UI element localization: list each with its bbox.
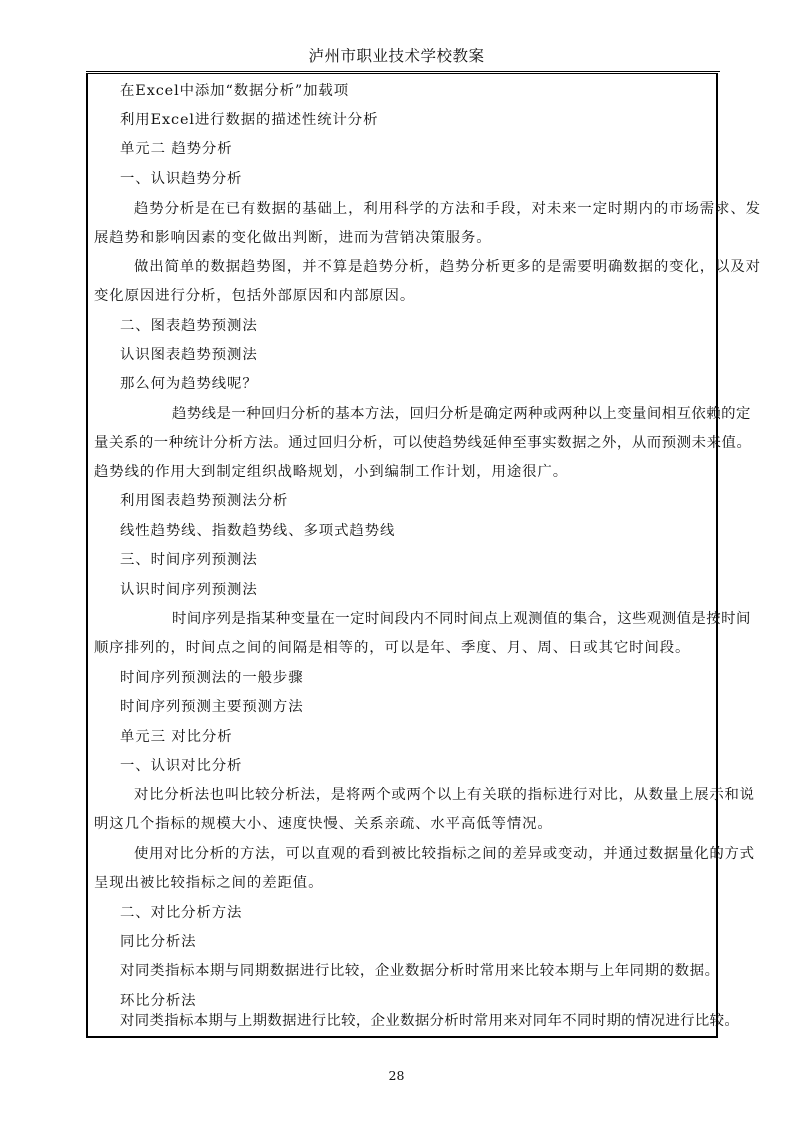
text-line: 线性趋势线、指数趋势线、多项式趋势线 [120,523,396,539]
paragraph-line: 趋势线的作用大到制定组织战略规划，小到编制工作计划，用途很广。 [94,464,569,480]
paragraph-line: 明这几个指标的规模大小、速度快慢、关系亲疏、水平高低等情况。 [94,816,553,832]
unit-heading-2: 单元二 趋势分析 [120,141,233,157]
paragraph-line: 使用对比分析的方法，可以直观的看到被比较指标之间的差异或变动，并通过数据量化的方式 [134,846,755,862]
text-line-2: 利用Excel进行数据的描述性统计分析 [120,112,379,128]
text-line: 认识图表趋势预测法 [120,347,258,363]
paragraph-line: 对同类指标本期与上期数据进行比较，企业数据分析时常用来对同年不同时期的情况进行比较。 [120,1013,740,1029]
text-line: 时间序列预测法的一般步骤 [120,670,304,686]
text-line: 那么何为趋势线呢？ [120,376,258,392]
text-line: 环比分析法 [120,993,197,1009]
paragraph-line: 量关系的一种统计分析方法。通过回归分析，可以使趋势线延伸至事实数据之外，从而预测未来值。 [94,435,752,451]
paragraph-line: 对同类指标本期与同期数据进行比较，企业数据分析时常用来比较本期与上年同期的数据。 [120,963,720,979]
text-line: 时间序列预测主要预测方法 [120,699,304,715]
section-heading: 三、时间序列预测法 [120,552,258,568]
page-number: 28 [388,1068,405,1083]
paragraph-line: 做出简单的数据趋势图，并不算是趋势分析，趋势分析更多的是需要明确数据的变化，以及对 [134,259,761,275]
paragraph-line: 时间序列是指某种变量在一定时间段内不同时间点上观测值的集合，这些观测值是按时间 [172,611,751,627]
paragraph-line: 对比分析法也叫比较分析法，是将两个或两个以上有关联的指标进行对比，从数量上展示和说 [134,787,755,803]
paragraph-line: 变化原因进行分析，包括外部原因和内部原因。 [94,288,416,304]
page-header-title: 泸州市职业技术学校教案 [308,47,485,65]
section-heading: 二、图表趋势预测法 [120,318,258,334]
text-line: 认识时间序列预测法 [120,582,258,598]
header-rule [86,71,720,72]
section-heading: 二、对比分析方法 [120,905,243,921]
paragraph-line: 展趋势和影响因素的变化做出判断，进而为营销决策服务。 [94,230,492,246]
paragraph-line: 呈现出被比较指标之间的差距值。 [94,875,324,891]
section-heading: 一、认识趋势分析 [120,171,243,187]
text-line: 同比分析法 [120,934,197,950]
section-heading: 一、认识对比分析 [120,758,243,774]
paragraph-line: 趋势分析是在已有数据的基础上，利用科学的方法和手段，对未来一定时期内的市场需求、发 [134,201,761,217]
paragraph-line: 趋势线是一种回归分析的基本方法，回归分析是确定两种或两种以上变量间相互依赖的定 [172,406,751,422]
text-line: 利用图表趋势预测法分析 [120,493,289,509]
unit-heading-3: 单元三 对比分析 [120,729,233,745]
paragraph-line: 顺序排列的，时间点之间的间隔是相等的，可以是年、季度、月、周、日或其它时间段。 [94,640,691,656]
text-line-1: 在Excel中添加“数据分析”加载项 [120,83,350,99]
